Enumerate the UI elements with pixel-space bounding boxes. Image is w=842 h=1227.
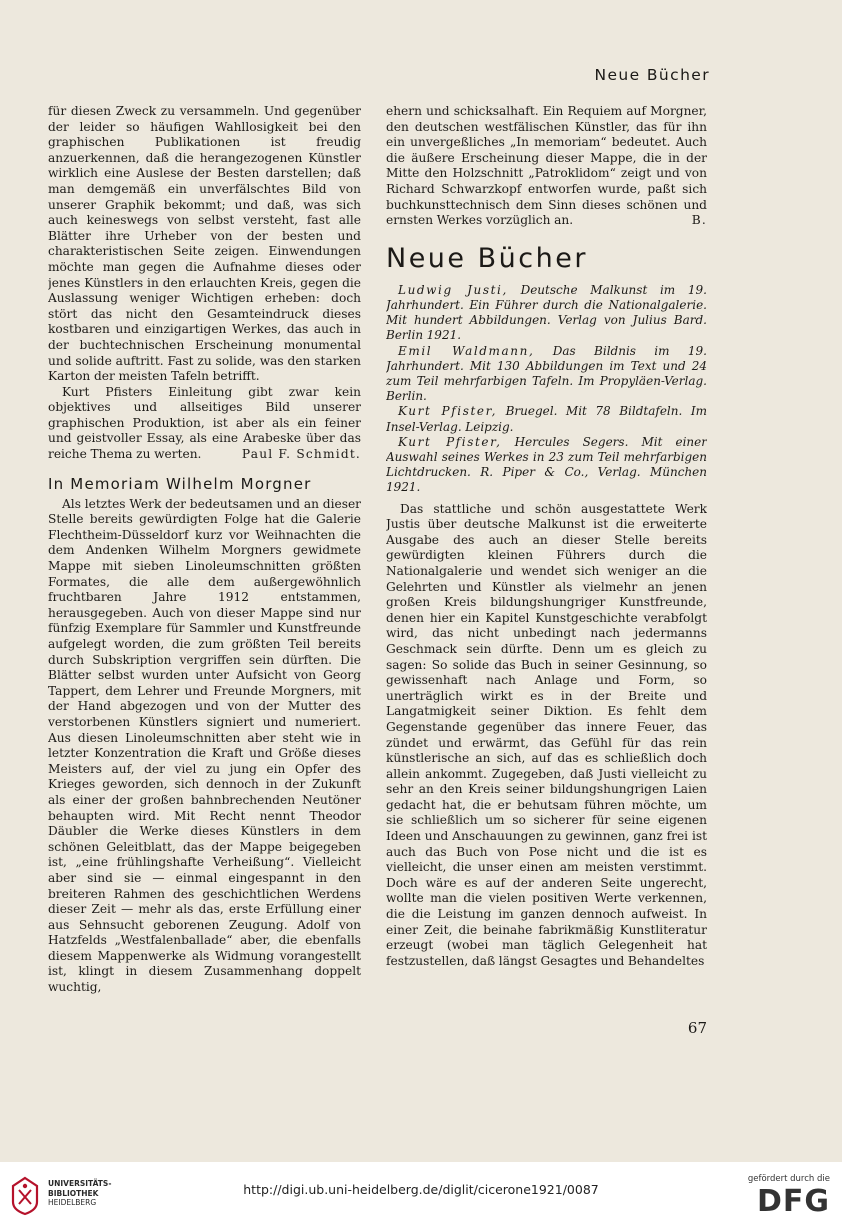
paragraph-justi-review: Das stattliche und schön ausgestattete Werk Justis über deutsche Malkunst ist die erweiterte Ausgabe des auch an dieser Stelle bereits gewürdigten kleinen Führers durch die Nationalgalerie und wendet sich weniger an die Gelehrten und Künstler als vielmehr an jenen großen Kreis bildungshungriger Kunstfreunde, denen hier ein Kapitel Kunstgeschichte verabfolgt wird, das nicht unbedingt nach jedermanns Geschmack sein dürfte. Denn um es gleich zu sagen: So solide das Buch in seiner Gesinnung, so gewissenhaft nach Anlage und Form, so unerträglich wirkt es in der Breite und Langatmigkeit seiner Diktion. Es fehlt dem Gegenstande gegenüber das innere Feuer, das zündet und erwärmt, das Gefühl für das rein künstlerische an sich, auf das es schließlich doch allein ankommt. Zugegeben, daß Justi vielleicht zu sehr an den Kreis seiner bildungshungrigen Laien gedacht hat, die er behutsam führen möchte, um sie schließlich um so sicherer für seine eigenen Ideen und Anschauungen zu gewinnen, ganz frei ist auch das Buch von Pose nicht und die ist es vielleicht, die unser einen am meisten verstimmt. Doch wäre es auf der anderen Seite ungerecht, wollte man die vielen positiven Werte verkennen, die die Leistung im ganzen dennoch aufweist. In einer Zeit, die beinahe fabrikmäßig Kunstliteratur erzeugt (wobei man täglich Gelegenheit hat festzustellen, daß längst Gesagtes und Behandeltes xyxy=(386,501,707,968)
permalink-url[interactable]: http://digi.ub.uni-heidelberg.de/diglit/cicerone1921/0087 xyxy=(243,1182,599,1197)
book-entry xyxy=(386,404,707,434)
book-entry xyxy=(386,344,707,405)
heading-neue-buecher: Neue Bücher xyxy=(386,242,588,274)
paragraph-pfister-essay: Kurt Pfisters Einleitung gibt zwar kein objektives und allseitiges Bild unserer graphischen Produktion, ist aber als ein feiner und geistvoller Essay, als eine Arabeske über das reiche Thema zu werten. xyxy=(48,384,361,462)
library-name: UNIVERSITÄTS- BIBLIOTHEK HEIDELBERG xyxy=(48,1179,112,1207)
dfg-logo: DFG xyxy=(756,1184,830,1219)
book-entry xyxy=(386,283,707,344)
book-details: Das Bildnis im 19. Jahrhundert. Mit 130 Abbildungen im Text und 24 zum Teil mehrfarbigen Tafeln. Im Propyläen-Verlag. Berlin. xyxy=(386,343,707,404)
book-details: Deutsche Malkunst im 19. Jahrhundert. Ein Führer durch die Nationalgalerie. Mit hundert Abbildungen. Verlag von Julius Bard. Berlin 1921. xyxy=(386,282,707,343)
book-author: Ludwig Justi, xyxy=(398,282,508,297)
paragraph-morgner-continued: ehern und schicksalhaft. Ein Requiem auf Morgner, den deutschen westfälischen Künstler, das für ihn ein unvergeßliches „In memoriam“ bedeutet. Auch die äußere Erscheinung dieser Mappe, die in der Mitte den Holzschnitt „Patroklidom“ zeigt und von Richard Schwarzkopf entworfen wurde, paßt sich buchkunsttechnisch dem Sinn dieses schönen und ernsten Werkes vorzüglich an. xyxy=(386,104,707,228)
viewer-footer xyxy=(0,1162,842,1227)
book-entry xyxy=(386,435,707,496)
book-details: Bruegel. Mit 78 Bildtafeln. Im Insel-Verlag. Leipzig. xyxy=(386,404,707,434)
signature-b: B. xyxy=(691,213,707,228)
paragraph-morgner: Als letztes Werk der bedeutsamen und an dieser Stelle bereits gewürdigten Folge hat die Galerie Flechtheim-Düsseldorf kurz vor Weihnachten die dem Andenken Wilhelm Morgners gewidmete Mappe mit sieben Linoleumschnitten größten Formates, die alle dem außergewöhnlich fruchtbaren Jahre 1912 entstammen, herausgegeben. Auch von dieser Mappe sind nur fünfzig Exemplare für Sammler und Kunstfreunde aufgelegt worden, die zum größten Teil bereits durch Subskription vergriffen sein dürften. Die Blätter selbst wurden unter Aufsicht von Georg Tappert, dem Lehrer und Freunde Morgners, mit der Hand abgezogen und von der Mutter des verstorbenen Künstlers signiert und numeriert. Aus diesen Linoleumschnitten aber steht wie in letzter Konzentration die Kraft und Größe dieses Meisters auf, der viel zu jung ein Opfer des Krieges geworden, sich dennoch in der Zukunft als einer der großen bahnbrechenden Neutöner behaupten wird. Mit Recht nennt Theodor Däubler die Werke dieses Künstlers in dem schönen Geleitblatt, das der Mappe beigegeben ist, „eine frühlingshafte Verheißung“. Vielleicht aber sind sie — einmal eingespannt in den breiteren Rahmen des geschichtlichen Werdens dieser Zeit — mehr als das, erste Erfüllung einer aus Sehnsucht geborenen Zeugung. Adolf von Hatzfelds „Westfalenballade“ aber, die ebenfalls diesem Mappenwerke als Widmung vorangestellt ist, klingt in diesem Zusammenhang doppelt wuchtig, xyxy=(48,496,361,995)
dfg-caption: gefördert durch die xyxy=(747,1174,830,1184)
paragraph-graphik-review: für diesen Zweck zu versammeln. Und gegenüber der leider so häufigen Wahllosigkeit bei den graphischen Publikationen ist freudig anzuerkennen, daß die herangezogenen Künstler wirklich eine Auslese der Besten darstellen; daß man demgemäß ein unverfälschtes Bild von unserer Graphik bekommt; und daß, was sich auch keineswegs von selbst versteht, fast alle Blätter ihre Urheber von der besten und charakteristischen Seite zeigen. Einwendungen möchte man gegen die Aufnahme dieses oder jenes Künstlers in den erlauchten Kreis, gegen die Auslassung weniger Wichtigen erheben: doch stört das nicht den Gesamteindruck dieses kostbaren und einzigartigen Werkes, das auch in der buchtechnischen Erscheinung monumental und solide auftritt. Fast zu solide, was den starken Karton der meisten Tafeln betrifft. xyxy=(48,104,361,384)
signature-schmidt: Paul F. Schmidt. xyxy=(241,447,361,462)
running-head: Neue Bücher xyxy=(594,66,710,84)
book-author: Kurt Pfister, xyxy=(398,434,502,449)
right-column xyxy=(386,104,707,969)
book-author: Kurt Pfister, xyxy=(398,404,498,419)
page-number: 67 xyxy=(687,1019,707,1037)
left-column xyxy=(48,104,361,996)
book-details: Hercules Segers. Mit einer Auswahl seines Werkes in 23 zum Teil mehrfarbigen Lichtdrucken. R. Piper & Co., Verlag. München 1921. xyxy=(386,434,707,495)
heading-in-memoriam: In Memoriam Wilhelm Morgner xyxy=(48,474,312,493)
book-author: Emil Waldmann, xyxy=(398,343,535,358)
